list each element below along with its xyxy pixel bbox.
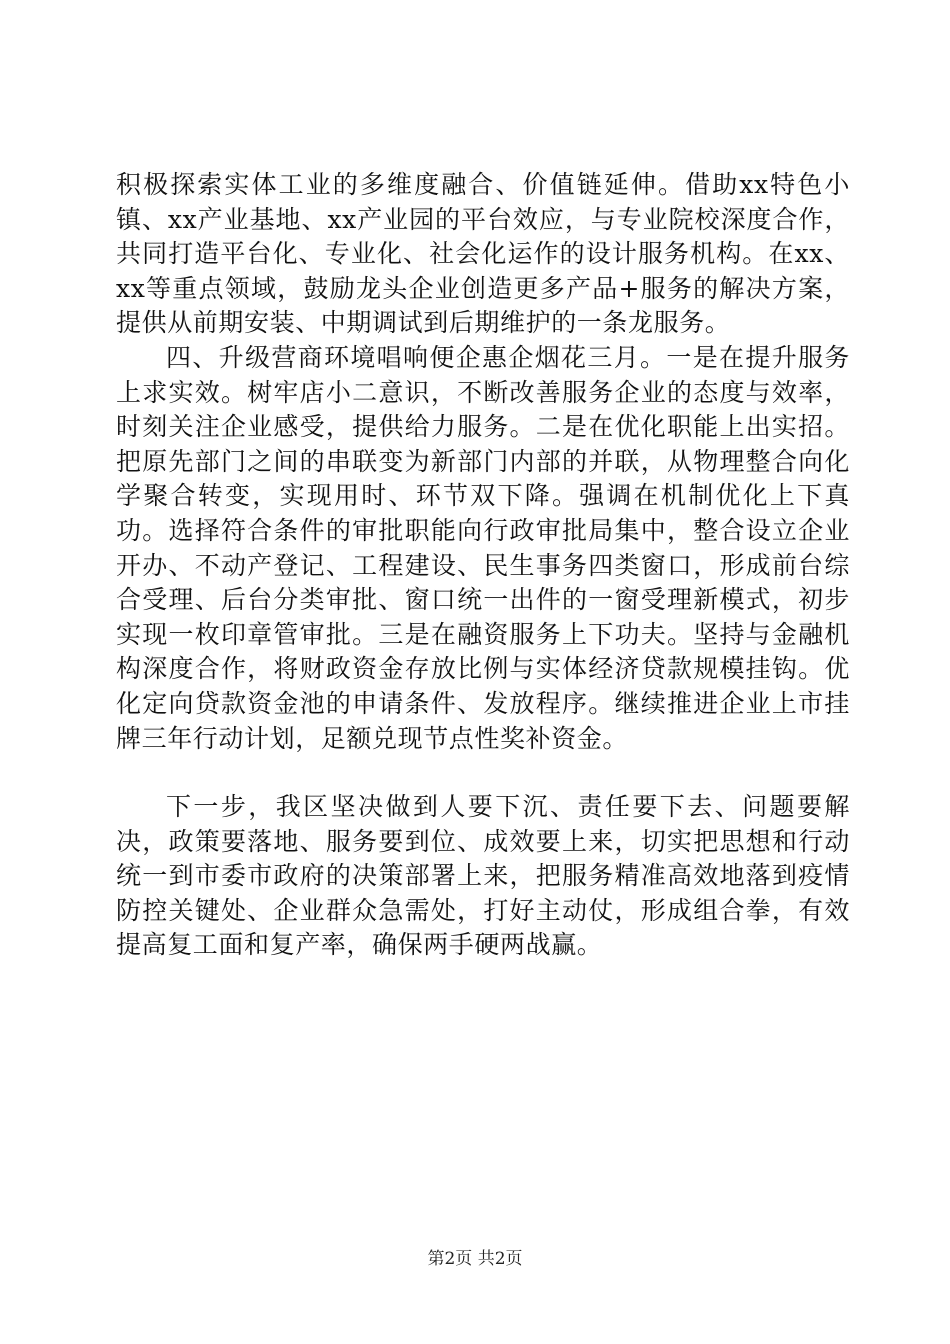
paragraph-section-four: 四、升级营商环境唱响便企惠企烟花三月。一是在提升服务上求实效。树牢店小二意识，不断改善服务企业的态度与效率，时刻关注企业感受，提供给力服务。二是在优化职能上出实招。把原先部门之间的串联变为新部门内部的并联，从物理整合向化学聚合转变，实现用时、环节双下降。强调在机制优化上下真功。选择符合条件的审批职能向行政审批局集中，整合设立企业开办、不动产登记、工程建设、民生事务四类窗口，形成前台综合受理、后台分类审批、窗口统一出件的一窗受理新模式，初步实现一枚印章管审批。三是在融资服务上下功夫。坚持与金融机构深度合作，将财政资金存放比例与实体经济贷款规模挂钩。优化定向贷款资金池的申请条件、发放程序。继续推进企业上市挂牌三年行动计划，足额兑现节点性奖补资金。 (116, 342, 850, 753)
page-footer: 第2页 共2页 (427, 1249, 523, 1269)
paragraph-next-steps: 下一步，我区坚决做到人要下沉、责任要下去、问题要解决，政策要落地、服务要到位、成效要上来，切实把思想和行动统一到市委市政府的决策部署上来，把服务精准高效地落到疫情防控关键处、企业群众急需处，打好主动仗，形成组合拳，有效提高复工面和复产率，确保两手硬两战赢。 (116, 792, 850, 960)
document-body (116, 168, 850, 963)
paragraph-continuation: 积极探索实体工业的多维度融合、价值链延伸。借助xx特色小镇、xx产业基地、xx产业园的平台效应，与专业院校深度合作，共同打造平台化、专业化、社会化运作的设计服务机构。在xx、xx等重点领域，鼓励龙头企业创造更多产品+服务的解决方案，提供从前期安装、中期调试到后期维护的一条龙服务。 (116, 170, 850, 338)
